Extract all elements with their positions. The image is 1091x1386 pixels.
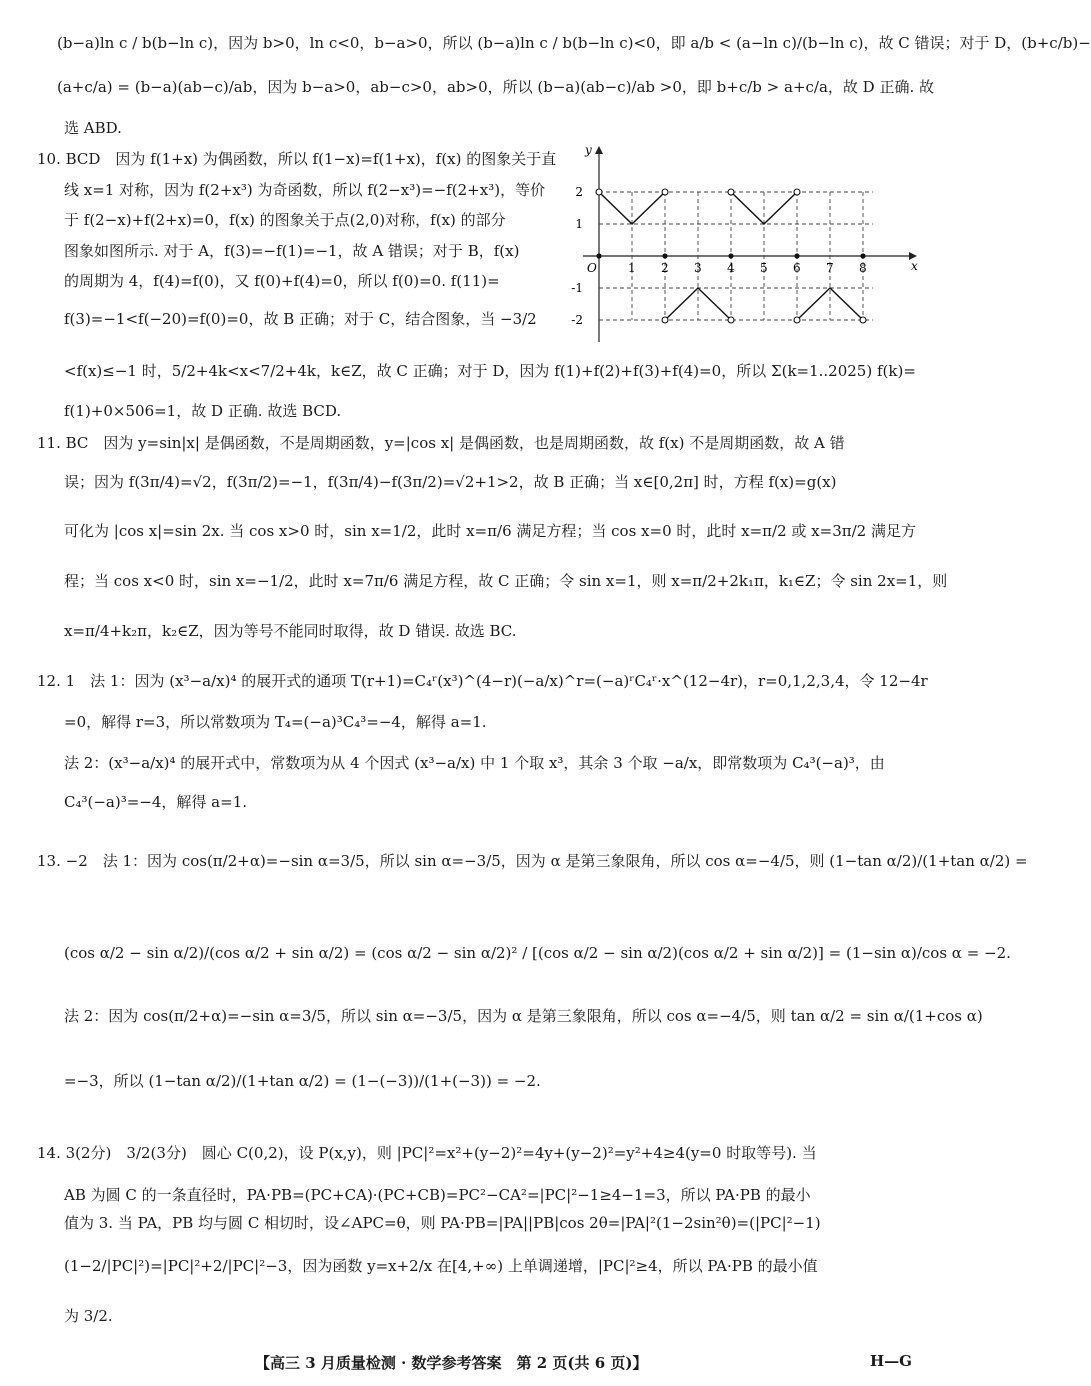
x-tick-label: 8 — [859, 261, 867, 275]
text-line: 12. 1 法 1：因为 (x³−a/x)⁴ 的展开式的通项 T(r+1)=C₄ʳ(x³)^(4−r)(−a/x)^r=(−a)ʳC₄ʳ·x^(12−4r)，r=0,1,2,3,4，令 12−4r — [37, 672, 928, 690]
text-line: 误；因为 f(3π/4)=√2，f(3π/2)=−1，f(3π/4)−f(3π/2)=√2+1>2，故 B 正确；当 x∈[0,2π] 时，方程 f(x)=g(x) — [64, 473, 837, 491]
text-line: =0，解得 r=3，所以常数项为 T₄=(−a)³C₄³=−4，解得 a=1. — [64, 713, 487, 731]
x-tick-label: 1 — [628, 261, 636, 275]
open-point — [728, 317, 734, 323]
footer-center: 【高三 3 月质量检测 · 数学参考答案 第 2 页(共 6 页)】 — [255, 1354, 648, 1372]
text-line: =−3，所以 (1−tan α/2)/(1+tan α/2) = (1−(−3))/(1+(−3)) = −2. — [64, 1072, 541, 1090]
text-line: 14. 3(2分) 3/2(3分) 圆心 C(0,2)，设 P(x,y)，则 |PC|²=x²+(y−2)²=4y+(y−2)²=y²+4≥4(y=0 时取等号). 当 — [37, 1144, 817, 1162]
text-line: 的周期为 4，f(4)=f(0)，又 f(0)+f(4)=0，所以 f(0)=0. f(11)= — [64, 272, 500, 290]
x-tick-label: O — [587, 261, 597, 275]
text-line: (1−2/|PC|²)=|PC|²+2/|PC|²−3，因为函数 y=x+2/x 在[4,+∞) 上单调递增，|PC|²≥4，所以 PA·PB 的最小值 — [64, 1257, 818, 1275]
text-line: 图象如图所示. 对于 A，f(3)=−f(1)=−1，故 A 错误；对于 B，f(x) — [64, 242, 520, 260]
y-tick-label: 1 — [575, 217, 583, 231]
text-line: f(3)=−1<f(−20)=f(0)=0，故 B 正确；对于 C，结合图象，当 −3/2 — [64, 310, 537, 328]
text-line: 可化为 |cos x|=sin 2x. 当 cos x>0 时，sin x=1/2，此时 x=π/6 满足方程；当 cos x=0 时，此时 x=π/2 或 x=3π/2 满足方 — [64, 522, 916, 540]
y-axis-arrow — [595, 146, 603, 154]
filled-point — [596, 253, 601, 258]
text-line: x=π/4+k₂π，k₂∈Z，因为等号不能同时取得，故 D 错误. 故选 BC. — [64, 622, 517, 640]
x-tick-label: 5 — [760, 261, 768, 275]
filled-point — [728, 253, 733, 258]
text-line: 为 3/2. — [64, 1307, 113, 1325]
text-line: AB 为圆 C 的一条直径时，PA·PB=(PC+CA)·(PC+CB)=PC²−CA²=|PC|²−1≥4−1=3，所以 PA·PB 的最小 — [64, 1186, 811, 1204]
text-line: 值为 3. 当 PA，PB 均与圆 C 相切时，设∠APC=θ，则 PA·PB=|PA||PB|cos 2θ=|PA|²(1−2sin²θ)=(|PC|²−1) — [64, 1214, 821, 1232]
open-point — [794, 189, 800, 195]
text-line: 法 2：因为 cos(π/2+α)=−sin α=3/5，所以 sin α=−3/5，因为 α 是第三象限角，所以 cos α=−4/5，则 tan α/2 = sin α/(1+cos α) — [64, 1007, 983, 1025]
text-line: (cos α/2 − sin α/2)/(cos α/2 + sin α/2) = (cos α/2 − sin α/2)² / [(cos α/2 − sin α/2)(cos α/2 + sin α/2)] = (1−sin α)/cos α = −2. — [64, 944, 1011, 962]
function-graph — [571, 142, 921, 347]
text-line: <f(x)≤−1 时，5/2+4k<x<7/2+4k，k∈Z，故 C 正确；对于 D，因为 f(1)+f(2)+f(3)+f(4)=0，所以 Σ(k=1..2025) f(k)= — [64, 362, 916, 380]
text-line: 11. BC 因为 y=sin|x| 是偶函数，不是周期函数，y=|cos x| 是偶函数，也是周期函数，故 f(x) 不是周期函数，故 A 错 — [37, 434, 845, 452]
open-point — [596, 189, 602, 195]
open-point — [662, 317, 668, 323]
x-axis-label: x — [911, 259, 918, 273]
x-tick-label: 4 — [727, 261, 735, 275]
text-line: 13. −2 法 1：因为 cos(π/2+α)=−sin α=3/5，所以 sin α=−3/5，因为 α 是第三象限角，所以 cos α=−4/5，则 (1−tan α/2)/(1+tan α/2) = — [37, 852, 1028, 870]
filled-point — [794, 253, 799, 258]
y-tick-label: -2 — [571, 313, 583, 327]
y-tick-label: -1 — [571, 281, 583, 295]
y-tick-label: 2 — [575, 185, 583, 199]
open-point — [662, 189, 668, 195]
filled-point — [662, 253, 667, 258]
x-tick-label: 7 — [826, 261, 834, 275]
text-line: 法 2：(x³−a/x)⁴ 的展开式中，常数项为从 4 个因式 (x³−a/x) 中 1 个取 x³，其余 3 个取 −a/x，即常数项为 C₄³(−a)³，由 — [64, 754, 885, 772]
text-line: 10. BCD 因为 f(1+x) 为偶函数，所以 f(1−x)=f(1+x)，f(x) 的图象关于直 — [37, 150, 557, 168]
filled-point — [860, 253, 865, 258]
open-point — [860, 317, 866, 323]
open-point — [728, 189, 734, 195]
text-line: 线 x=1 对称，因为 f(2+x³) 为奇函数，所以 f(2−x³)=−f(2+x³)，等价 — [64, 181, 546, 199]
text-line: (b−a)ln c / b(b−ln c)，因为 b>0，ln c<0，b−a>0，所以 (b−a)ln c / b(b−ln c)<0，即 a/b < (a−ln c)/(b−ln c)，故 C 错误；对于 D，(b+c/b)− — [57, 34, 1091, 52]
footer-right: H—G — [870, 1352, 912, 1370]
text-line: (a+c/a) = (b−a)(ab−c)/ab，因为 b−a>0，ab−c>0，ab>0，所以 (b−a)(ab−c)/ab >0，即 b+c/b > a+c/a，故 D 正确. 故 — [57, 78, 935, 96]
y-axis-label: y — [585, 143, 592, 157]
text-line: 选 ABD. — [64, 119, 122, 137]
text-line: C₄³(−a)³=−4，解得 a=1. — [64, 793, 248, 811]
text-line: 程；当 cos x<0 时，sin x=−1/2，此时 x=7π/6 满足方程，故 C 正确；令 sin x=1，则 x=π/2+2k₁π，k₁∈Z；令 sin 2x=1，则 — [64, 572, 948, 590]
open-point — [794, 317, 800, 323]
text-line: 于 f(2−x)+f(2+x)=0，f(x) 的图象关于点(2,0)对称，f(x) 的部分 — [64, 211, 506, 229]
x-tick-label: 2 — [661, 261, 669, 275]
x-tick-label: 6 — [793, 261, 801, 275]
text-line: f(1)+0×506=1，故 D 正确. 故选 BCD. — [64, 402, 342, 420]
x-tick-label: 3 — [694, 261, 702, 275]
